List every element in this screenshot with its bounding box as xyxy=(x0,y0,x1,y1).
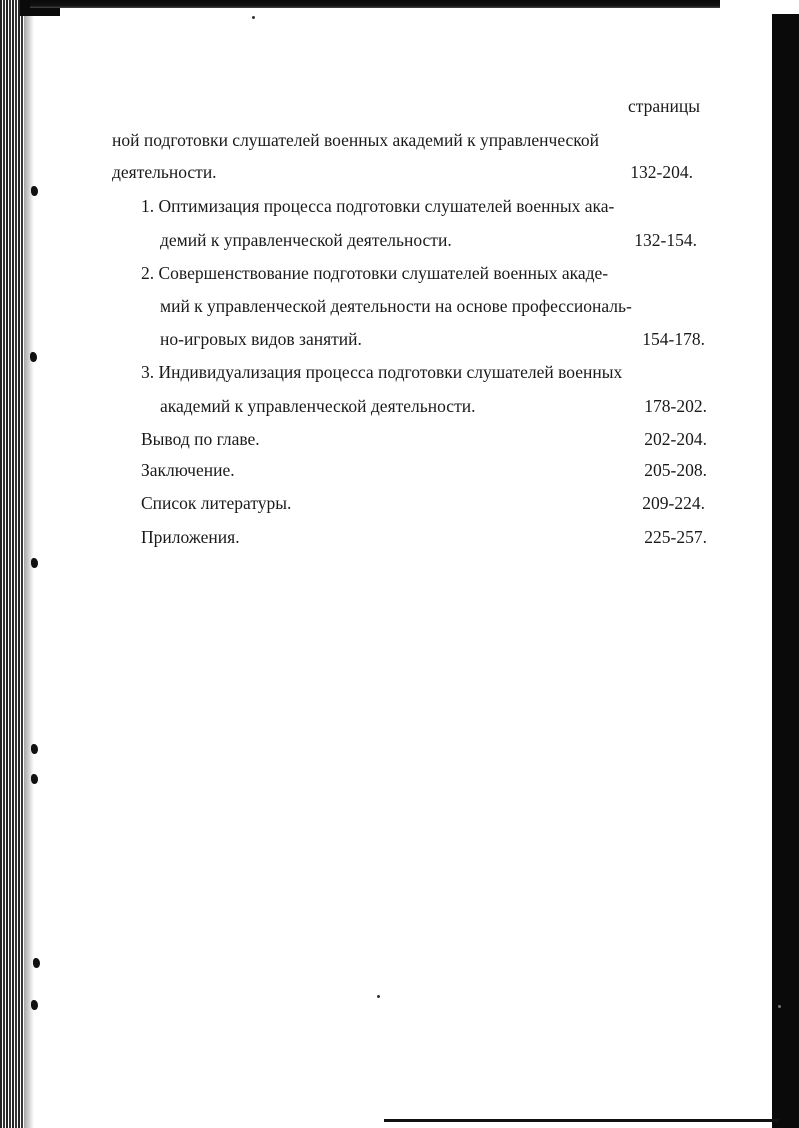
scan-top-border xyxy=(30,0,720,8)
punch-mark xyxy=(31,558,38,568)
toc-line: Заключение. xyxy=(141,460,235,480)
toc-line: Вывод по главе. xyxy=(141,429,260,449)
toc-page-range: 132-154. xyxy=(634,230,697,250)
toc-page-range: 202-204. xyxy=(644,429,707,449)
toc-page-range: 154-178. xyxy=(642,329,705,349)
toc-line: демий к управленческой деятельности. xyxy=(160,230,452,250)
toc-page-range: 205-208. xyxy=(644,460,707,480)
punch-mark xyxy=(31,1000,38,1010)
dust-speck xyxy=(778,1005,781,1008)
toc-line: 3. Индивидуализация процесса подготовки слушателей военных xyxy=(141,362,623,382)
toc-line: академий к управленческой деятельности. xyxy=(160,396,476,416)
toc-line: Список литературы. xyxy=(141,493,292,513)
punch-mark xyxy=(31,744,38,754)
punch-mark xyxy=(33,958,40,968)
toc-line: ной подготовки слушателей военных академий к управленческой xyxy=(112,130,600,150)
toc-page-range: 132-204. xyxy=(630,162,693,182)
toc-line: 1. Оптимизация процесса подготовки слушателей военных ака- xyxy=(141,196,615,216)
scan-bottom-border xyxy=(384,1119,779,1122)
toc-line: Приложения. xyxy=(141,527,240,547)
toc-line: мий к управленческой деятельности на основе профессиональ- xyxy=(160,296,632,316)
toc-line: 2. Совершенствование подготовки слушателей военных акаде- xyxy=(141,263,609,283)
toc-page-range: 178-202. xyxy=(644,396,707,416)
toc-page-range: 225-257. xyxy=(644,527,707,547)
punch-mark xyxy=(31,774,38,784)
scan-left-border xyxy=(0,0,24,1128)
toc-line: деятельности. xyxy=(112,162,217,182)
dust-speck xyxy=(377,995,380,998)
pages-column-label: страницы xyxy=(628,96,700,116)
punch-mark xyxy=(30,352,37,362)
toc-line: но-игровых видов занятий. xyxy=(160,329,362,349)
scan-right-border xyxy=(772,14,799,1128)
toc-page-range: 209-224. xyxy=(642,493,705,513)
punch-mark xyxy=(31,186,38,196)
dust-speck xyxy=(252,16,255,19)
